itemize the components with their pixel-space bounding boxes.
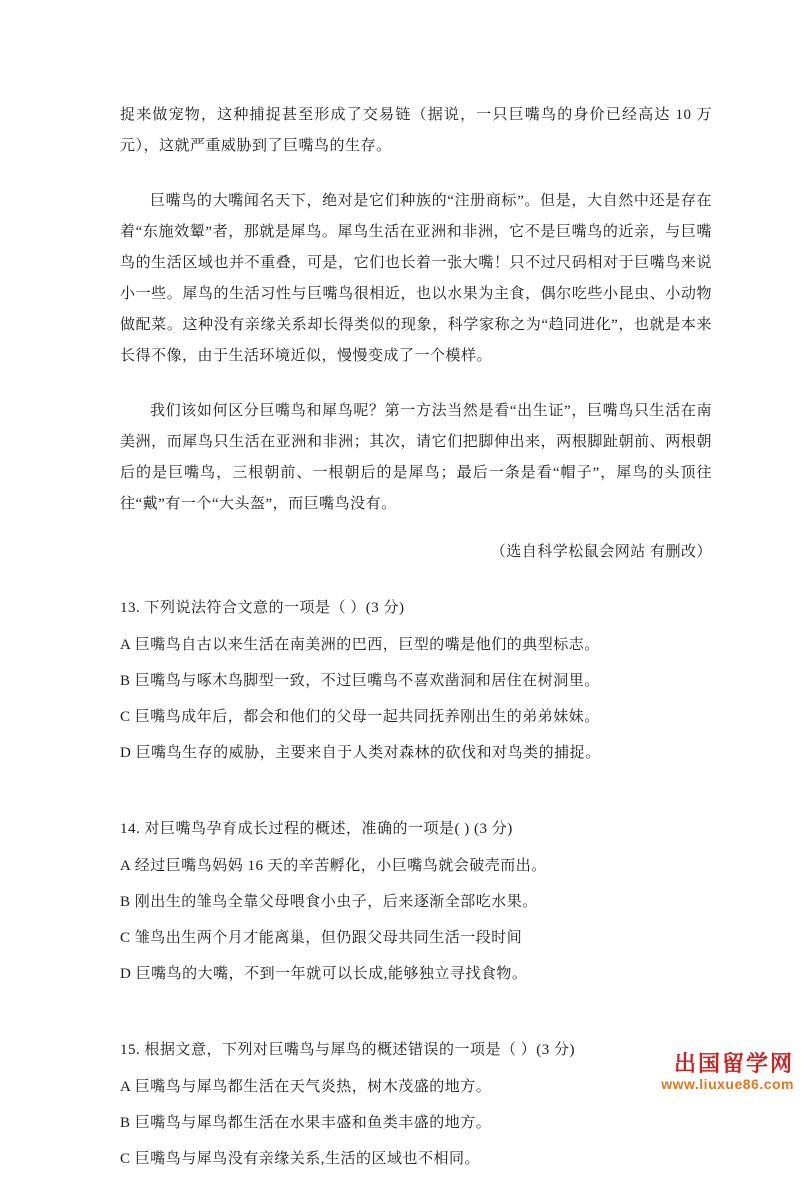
question-13 [120, 598, 712, 763]
paragraph-2: 巨嘴鸟的大嘴闻名天下，绝对是它们种族的“注册商标”。但是，大自然中还是存在着“东施效颦”者，那就是犀鸟。犀鸟生活在亚洲和非洲，它不是巨嘴鸟的近亲，与巨嘴鸟的生活区域也并不重叠，可是，它们也长着一张大嘴！只不过尺码相对于巨嘴鸟来说小一些。犀鸟的生活习性与巨嘴鸟很相近，也以水果为主食，偶尔吃些小昆虫、小动物做配菜。这种没有亲缘关系却长得类似的现象，科学家称之为“趋同进化”，也就是本来长得不像，由于生活环境近似，慢慢变成了一个模样。 [120, 193, 712, 364]
question-15-option-a: A 巨嘴鸟与犀鸟都生活在天气炎热，树木茂盛的地方。 [120, 1079, 492, 1095]
question-15-stem: 15. 根据文意，下列对巨嘴鸟与犀鸟的概述错误的一项是（ ）(3 分) [120, 1042, 575, 1058]
question-14-option-d: D 巨嘴鸟的大嘴，不到一年就可以长成,能够独立寻找食物。 [120, 966, 528, 982]
question-14-option-c: C 雏鸟出生两个月才能离巢，但仍跟父母共同生活一段时间 [120, 930, 523, 946]
question-14 [120, 819, 712, 984]
watermark [661, 1051, 794, 1092]
question-15-option-b: B 巨嘴鸟与犀鸟都生活在水果丰盛和鱼类丰盛的地方。 [120, 1115, 492, 1131]
question-13-stem: 13. 下列说法符合文意的一项是（ ）(3 分) [120, 600, 405, 616]
watermark-site-url: www.liuxue86.com [661, 1075, 794, 1092]
question-13-option-c: C 巨嘴鸟成年后，都会和他们的父母一起共同抚养刚出生的弟弟妹妹。 [120, 709, 600, 725]
question-13-option-a: A 巨嘴鸟自古以来生活在南美洲的巴西，巨型的嘴是他们的典型标志。 [120, 637, 600, 653]
question-14-option-a: A 经过巨嘴鸟妈妈 16 天的辛苦孵化，小巨嘴鸟就会破壳而出。 [120, 858, 547, 874]
document-content [120, 100, 712, 1185]
question-15-option-c: C 巨嘴鸟与犀鸟没有亲缘关系,生活的区域也不相同。 [120, 1151, 481, 1167]
question-15 [120, 1040, 712, 1169]
watermark-site-name: 出国留学网 [673, 1050, 794, 1076]
question-13-option-b: B 巨嘴鸟与啄木鸟脚型一致，不过巨嘴鸟不喜欢凿洞和居住在树洞里。 [120, 673, 600, 689]
paragraph-1: 捉来做宠物，这种捕捉甚至形成了交易链（据说，一只巨嘴鸟的身价已经高达 10 万元），这就严重威胁到了巨嘴鸟的生存。 [120, 107, 712, 154]
paragraph-3: 我们该如何区分巨嘴鸟和犀鸟呢？第一方法当然是看“出生证”，巨嘴鸟只生活在南美洲，而犀鸟只生活在亚洲和非洲；其次，请它们把脚伸出来，两根脚趾朝前、两根朝后的是巨嘴鸟，三根朝前、一根朝后的是犀鸟；最后一条是看“帽子”，犀鸟的头顶往往“戴”有一个“大头盔”，而巨嘴鸟没有。 [120, 403, 712, 512]
question-14-option-b: B 刚出生的雏鸟全靠父母喂食小虫子，后来逐渐全部吃水果。 [120, 894, 538, 910]
question-14-stem: 14. 对巨嘴鸟孕育成长过程的概述，准确的一项是( ) (3 分) [120, 821, 513, 837]
source-attribution: （选自科学松鼠会网站 有删改） [490, 544, 712, 560]
question-13-option-d: D 巨嘴鸟生存的威胁，主要来自于人类对森林的砍伐和对鸟类的捕捉。 [120, 745, 601, 761]
